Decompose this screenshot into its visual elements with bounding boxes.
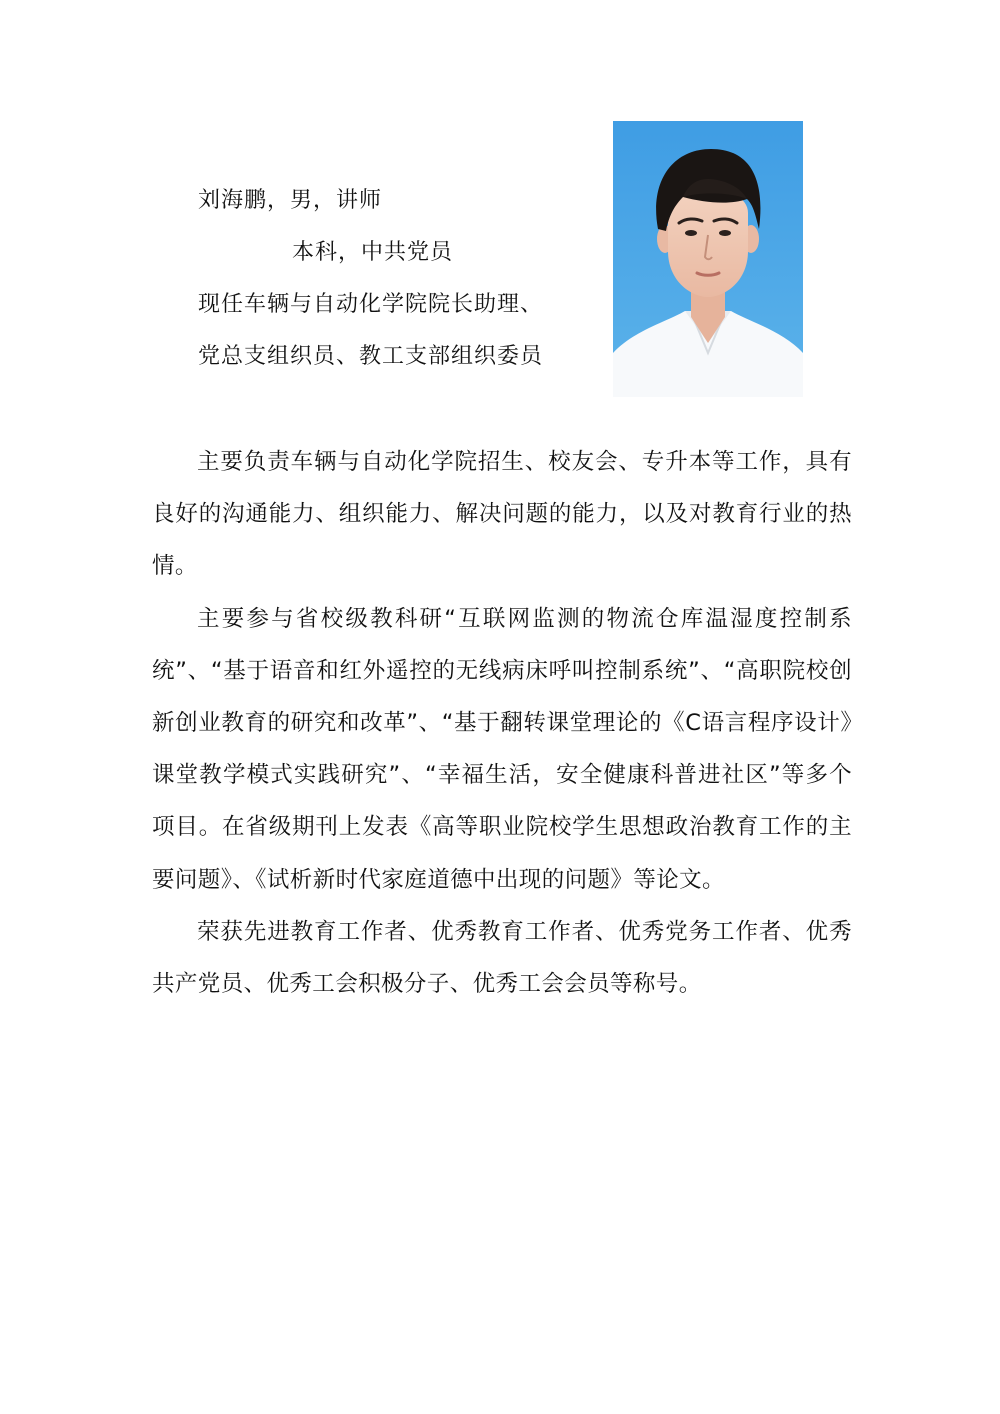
biography-body xyxy=(152,436,852,1010)
paragraph-research-projects: 主要参与省校级教科研“互联网监测的物流仓库温湿度控制系统”、“基于语音和红外遥控的无线病床呼叫控制系统”、“高职院校创新创业教育的研究和改革”、“基于翻转课堂理论的《C语言程序设计》课堂教学模式实践研究”、“幸福生活，安全健康科普进社区”等多个项目。在省级期刊上发表《高等职业院校学生思想政治教育工作的主要问题》、《试析新时代家庭道德中出现的问题》等论文。 xyxy=(152,605,852,893)
paragraph-responsibilities: 主要负责车辆与自动化学院招生、校友会、专升本等工作，具有良好的沟通能力、组织能力、解决问题的能力，以及对教育行业的热情。 xyxy=(152,449,852,580)
paragraph-honors: 荣获先进教育工作者、优秀教育工作者、优秀党务工作者、优秀共产党员、优秀工会积极分子、优秀工会会员等称号。 xyxy=(152,918,852,998)
education-party: 本科，中共党员 xyxy=(292,240,454,265)
portrait-icon xyxy=(613,121,803,397)
position-line-1: 现任车辆与自动化学院院长助理、 xyxy=(198,292,544,317)
portrait-photo xyxy=(613,121,803,397)
position-line-2: 党总支组织员、教工支部组织委员 xyxy=(198,344,544,369)
name-gender-title: 刘海鹏，男，讲师 xyxy=(198,188,383,213)
